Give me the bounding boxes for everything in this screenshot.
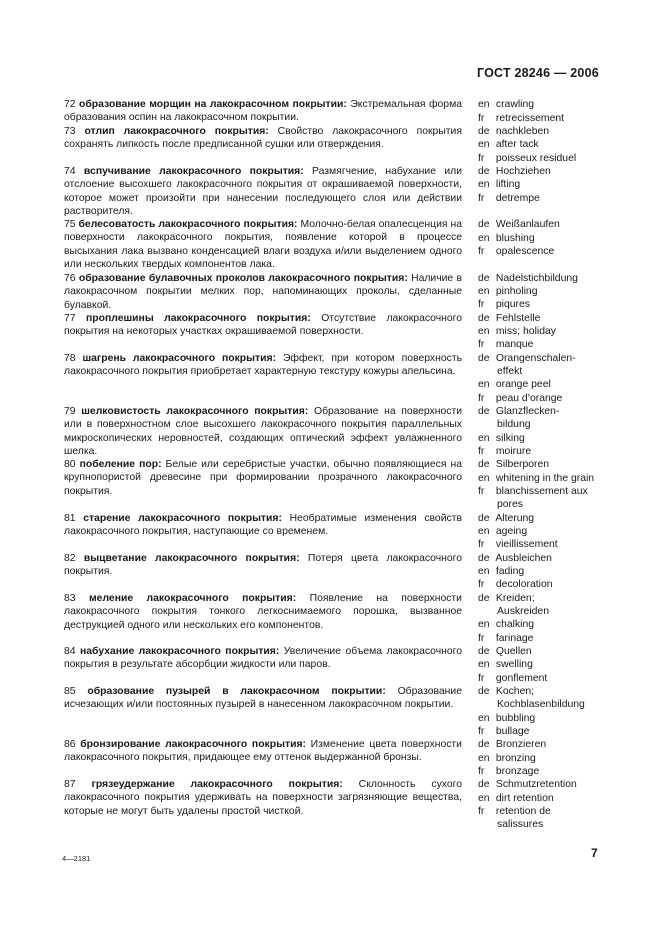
foreign-term <box>478 738 546 751</box>
term-text: salissures <box>497 819 544 830</box>
language-code: de <box>478 553 490 564</box>
foreign-term <box>478 125 549 138</box>
foreign-term <box>478 98 534 111</box>
entry-number: 76 <box>64 273 76 284</box>
foreign-term <box>497 498 523 511</box>
term-entry-82 <box>64 552 462 579</box>
entry-number: 87 <box>64 779 76 790</box>
term-text: pinholing <box>495 286 538 297</box>
foreign-term <box>478 178 520 191</box>
term-text: after tack <box>495 139 539 150</box>
term-text: Ausbleichen <box>495 553 552 564</box>
foreign-term <box>478 445 531 458</box>
foreign-term <box>497 818 543 831</box>
page-number: 7 <box>591 846 598 860</box>
foreign-term <box>478 232 535 245</box>
entry-number: 74 <box>64 166 76 177</box>
term-entry-80 <box>64 458 462 498</box>
term-text: bubbling <box>495 713 536 724</box>
term-text: bronzage <box>495 766 540 777</box>
language-code: fr <box>478 726 485 737</box>
term-entry-78 <box>64 352 462 379</box>
foreign-term <box>478 352 576 365</box>
language-code: fr <box>478 766 485 777</box>
language-code: de <box>478 686 490 697</box>
entry-definition: Экстремальная форма образования оспин на лакокрасочном покрытии. <box>64 99 462 124</box>
language-code: en <box>478 659 490 670</box>
entry-number: 81 <box>64 513 76 524</box>
entry-term: вспучивание лакокрасочного покрытия: <box>83 166 304 177</box>
language-code: de <box>478 353 490 364</box>
language-code: fr <box>478 633 485 644</box>
language-code: fr <box>478 153 485 164</box>
entry-number: 75 <box>64 219 76 230</box>
language-code: en <box>478 233 490 244</box>
term-text: bildung <box>497 419 531 430</box>
language-code: en <box>478 286 490 297</box>
term-text: retention de <box>495 806 551 817</box>
term-text: bullage <box>495 726 530 737</box>
foreign-term <box>478 392 562 405</box>
term-text: Kochen; <box>495 686 535 697</box>
foreign-term <box>478 552 552 565</box>
language-code: fr <box>478 806 485 817</box>
language-code: fr <box>478 339 485 350</box>
term-entry-86 <box>64 738 462 765</box>
entry-term: старение лакокрасочного покрытия: <box>83 513 282 524</box>
entry-number: 85 <box>64 686 76 697</box>
language-code: fr <box>478 193 485 204</box>
foreign-term <box>478 805 551 818</box>
term-text: Silberporen <box>495 459 550 470</box>
term-text: crawling <box>495 99 535 110</box>
term-text: Orangenschalen- <box>495 353 576 364</box>
foreign-term <box>478 645 532 658</box>
language-code: fr <box>478 486 485 497</box>
foreign-term <box>478 285 538 298</box>
entry-definition: Молочно-белая опалесценция на поверхности лакокрасочного покрытия, появление которой в процессе высыхания лака вызвано конденсацией влаги воздуха и/или выделением одного или нескольких твердых компонентов лака. <box>64 219 463 271</box>
term-text: Nadelstichbildung <box>495 273 578 284</box>
foreign-term <box>478 245 554 258</box>
foreign-term <box>478 165 551 178</box>
term-text: Weißanlaufen <box>495 219 560 230</box>
entry-definition: Потеря цвета лакокрасочного покрытия. <box>64 553 462 578</box>
entry-definition: Увеличение объема лакокрасочного покрытия в результате абсорбции жидкости или паров. <box>64 646 462 671</box>
language-code: de <box>478 219 490 230</box>
entry-term: выцветание лакокрасочного покрытия: <box>83 553 300 564</box>
term-text: detrempe <box>495 193 540 204</box>
entry-definition: Изменение цвета поверхности лакокрасочного покрытия, придающее ему оттенок выдержанной бронзы. <box>64 739 462 764</box>
term-text: Alterung <box>495 513 535 524</box>
term-entry-73 <box>64 125 462 152</box>
language-code: en <box>478 713 490 724</box>
entry-term: побеление пор: <box>79 459 162 470</box>
entry-term: белесоватость лакокрасочного покрытия: <box>78 219 298 230</box>
language-code: en <box>478 473 490 484</box>
language-code: en <box>478 139 490 150</box>
term-text: poisseux residuel <box>495 153 577 164</box>
term-text: swelling <box>495 659 533 670</box>
term-entry-75 <box>64 218 462 271</box>
language-code: fr <box>478 299 485 310</box>
term-text: piqures <box>495 299 530 310</box>
language-code: fr <box>478 539 485 550</box>
term-text: fading <box>495 566 525 577</box>
term-text: whitening in the grain <box>495 473 595 484</box>
language-code: de <box>478 406 490 417</box>
language-code: de <box>478 166 490 177</box>
entry-definition: Склонность сухого лакокрасочного покрытия удерживать на поверхности загрязняющие вещества, которые не могут быть удалены простой чисткой. <box>64 779 462 817</box>
foreign-term <box>478 272 578 285</box>
term-text: vieillissement <box>495 539 558 550</box>
language-code: en <box>478 379 490 390</box>
foreign-term <box>478 112 564 125</box>
term-text: pores <box>497 499 523 510</box>
entry-term: набухание лакокрасочного покрытия: <box>80 646 280 657</box>
foreign-term <box>478 218 560 231</box>
entry-term: шелковистость лакокрасочного покрытия: <box>81 406 309 417</box>
foreign-term <box>478 618 534 631</box>
language-code: en <box>478 179 490 190</box>
entry-number: 82 <box>64 553 76 564</box>
print-code: 4—2181 <box>62 854 91 863</box>
foreign-term <box>478 672 547 685</box>
language-code: en <box>478 99 490 110</box>
term-text: nachkleben <box>495 126 550 137</box>
foreign-term <box>478 685 534 698</box>
entry-term: меление лакокрасочного покрытия: <box>88 593 297 604</box>
entry-definition: Отсутствие лакокрасочного покрытия на некоторых участках окрашиваемой поверхности. <box>64 313 462 338</box>
entry-number: 79 <box>64 406 76 417</box>
entry-term: проплешины лакокрасочного покрытия: <box>86 313 311 324</box>
language-code: fr <box>478 579 485 590</box>
foreign-term <box>478 792 554 805</box>
entry-term: грязеудержание лакокрасочного покрытия: <box>91 779 343 790</box>
foreign-term <box>478 192 540 205</box>
language-code: de <box>478 126 490 137</box>
language-code: de <box>478 513 490 524</box>
foreign-term <box>478 432 525 445</box>
term-text: retrecissement <box>495 113 565 124</box>
entry-definition: Образование на поверхности или в поверхностном слое высохшего лакокрасочного покрытия параллельных микроскопических неровностей, создающих оптический эффект увлажненного шелка. <box>64 406 463 458</box>
term-text: gonflement <box>495 673 548 684</box>
entry-definition: Размягчение, набухание или отслоение высохшего лакокрасочного покрытия от окрашиваемой поверхности, которое может произойти при нанесении последующего слоя или действии растворителя. <box>64 166 463 218</box>
foreign-term <box>478 525 527 538</box>
foreign-term <box>478 725 529 738</box>
entry-number: 83 <box>64 593 76 604</box>
foreign-term <box>478 752 536 765</box>
foreign-term <box>478 378 551 391</box>
foreign-term <box>478 538 558 551</box>
language-code: en <box>478 326 490 337</box>
term-text: silking <box>495 433 525 444</box>
term-text: peau d’orange <box>495 393 563 404</box>
foreign-term <box>478 138 539 151</box>
language-code: en <box>478 619 490 630</box>
foreign-term <box>478 485 588 498</box>
language-code: fr <box>478 246 485 257</box>
language-code: en <box>478 753 490 764</box>
foreign-term <box>497 698 585 711</box>
foreign-term <box>478 405 559 418</box>
term-text: blanchissement aux <box>495 486 588 497</box>
entry-definition: Образование исчезающих и/или постоянных пузырей в нанесенном лакокрасочном покрытии. <box>64 686 462 711</box>
entry-term: отлип лакокрасочного покрытия: <box>84 126 269 137</box>
entry-definition: Появление на поверхности лакокрасочного покрытия тонкого легкоснимаемого порошка, вызванное деструкцией одного или нескольких его компонентов. <box>64 593 462 631</box>
entry-number: 77 <box>64 313 76 324</box>
language-code: de <box>478 459 490 470</box>
entry-definition: Наличие в лакокрасочном покрытии мелких пор, напоминающих проколы, сделанные булавкой. <box>64 273 462 311</box>
language-code: en <box>478 433 490 444</box>
foreign-term <box>478 325 556 338</box>
foreign-term <box>478 458 549 471</box>
term-text: miss; holiday <box>495 326 556 337</box>
term-text: Hochziehen <box>495 166 551 177</box>
language-code: de <box>478 739 490 750</box>
term-entry-84 <box>64 645 462 672</box>
foreign-term <box>478 512 534 525</box>
language-code: en <box>478 793 490 804</box>
entry-term: шагрень лакокрасочного покрытия: <box>82 353 277 364</box>
entry-definition: Белые или серебристые участки, обычно появляющиеся на крупнопористой древесине при формировании прозрачного лакокрасочного покрытия. <box>64 459 462 497</box>
term-text: dirt retention <box>495 793 554 804</box>
language-code: fr <box>478 393 485 404</box>
foreign-term <box>478 472 594 485</box>
foreign-term <box>478 565 524 578</box>
term-text: chalking <box>495 619 535 630</box>
term-text: orange peel <box>495 379 551 390</box>
language-code: en <box>478 526 490 537</box>
term-text: manque <box>495 339 534 350</box>
term-text: Auskreiden <box>497 606 549 617</box>
foreign-term <box>478 152 576 165</box>
foreign-term <box>478 312 540 325</box>
language-code: fr <box>478 673 485 684</box>
entry-term: образование морщин на лакокрасочном покрытии: <box>79 99 347 110</box>
entry-definition: Эффект, при котором поверхность лакокрасочного покрытия приобретает характерную текстуру кожуры апельсина. <box>64 353 462 378</box>
term-text: bronzing <box>495 753 536 764</box>
term-text: ageing <box>495 526 528 537</box>
term-text: Schmutzretention <box>495 779 577 790</box>
term-text: Kochblasenbildung <box>497 699 585 710</box>
foreign-term <box>497 605 549 618</box>
entry-term: бронзирование лакокрасочного покрытия: <box>80 739 306 750</box>
term-entry-74 <box>64 165 462 218</box>
entry-term: образование булавочных проколов лакокрасочного покрытия: <box>78 273 408 284</box>
term-entry-83 <box>64 592 462 632</box>
language-code: de <box>478 313 490 324</box>
term-text: Glanzflecken- <box>495 406 560 417</box>
foreign-term <box>478 712 535 725</box>
term-text: blushing <box>495 233 535 244</box>
standard-header: ГОСТ 28246 — 2006 <box>477 66 599 80</box>
language-code: fr <box>478 113 485 124</box>
foreign-term <box>478 592 535 605</box>
foreign-term <box>497 418 531 431</box>
term-text: opalescence <box>495 246 555 257</box>
entry-number: 84 <box>64 646 76 657</box>
entry-number: 72 <box>64 99 76 110</box>
entry-definition: Свойство лакокрасочного покрытия сохранять липкость после предписанной сушки или отверждения. <box>64 126 462 151</box>
language-code: de <box>478 593 490 604</box>
entry-number: 80 <box>64 459 76 470</box>
term-text: decoloration <box>495 579 553 590</box>
term-text: farinage <box>495 633 534 644</box>
term-entry-77 <box>64 312 462 339</box>
language-code: de <box>478 779 490 790</box>
foreign-term <box>478 338 533 351</box>
language-code: de <box>478 273 490 284</box>
entry-number: 78 <box>64 353 76 364</box>
term-entry-85 <box>64 685 462 712</box>
foreign-term <box>478 658 533 671</box>
foreign-term <box>478 778 577 791</box>
term-text: lifting <box>495 179 521 190</box>
entry-definition: Необратимые изменения свойств лакокрасочного покрытия, наступающие со временем. <box>64 513 462 538</box>
language-code: de <box>478 646 490 657</box>
entry-number: 73 <box>64 126 76 137</box>
term-entry-81 <box>64 512 462 539</box>
foreign-term <box>478 578 553 591</box>
term-entry-72 <box>64 98 462 125</box>
language-code: fr <box>478 446 485 457</box>
term-text: moirure <box>495 446 532 457</box>
entry-number: 86 <box>64 739 76 750</box>
foreign-term <box>478 765 539 778</box>
language-code: en <box>478 566 490 577</box>
term-text: Fehlstelle <box>495 313 541 324</box>
term-entry-79 <box>64 405 462 458</box>
foreign-term <box>478 632 533 645</box>
term-entry-87 <box>64 778 462 818</box>
entry-term: образование пузырей в лакокрасочном покрытии: <box>87 686 386 697</box>
term-text: Bronzieren <box>495 739 547 750</box>
foreign-term <box>497 365 522 378</box>
foreign-term <box>478 298 530 311</box>
term-text: Kreiden; <box>495 593 535 604</box>
term-text: Quellen <box>495 646 532 657</box>
term-text: effekt <box>497 366 523 377</box>
term-entry-76 <box>64 272 462 312</box>
